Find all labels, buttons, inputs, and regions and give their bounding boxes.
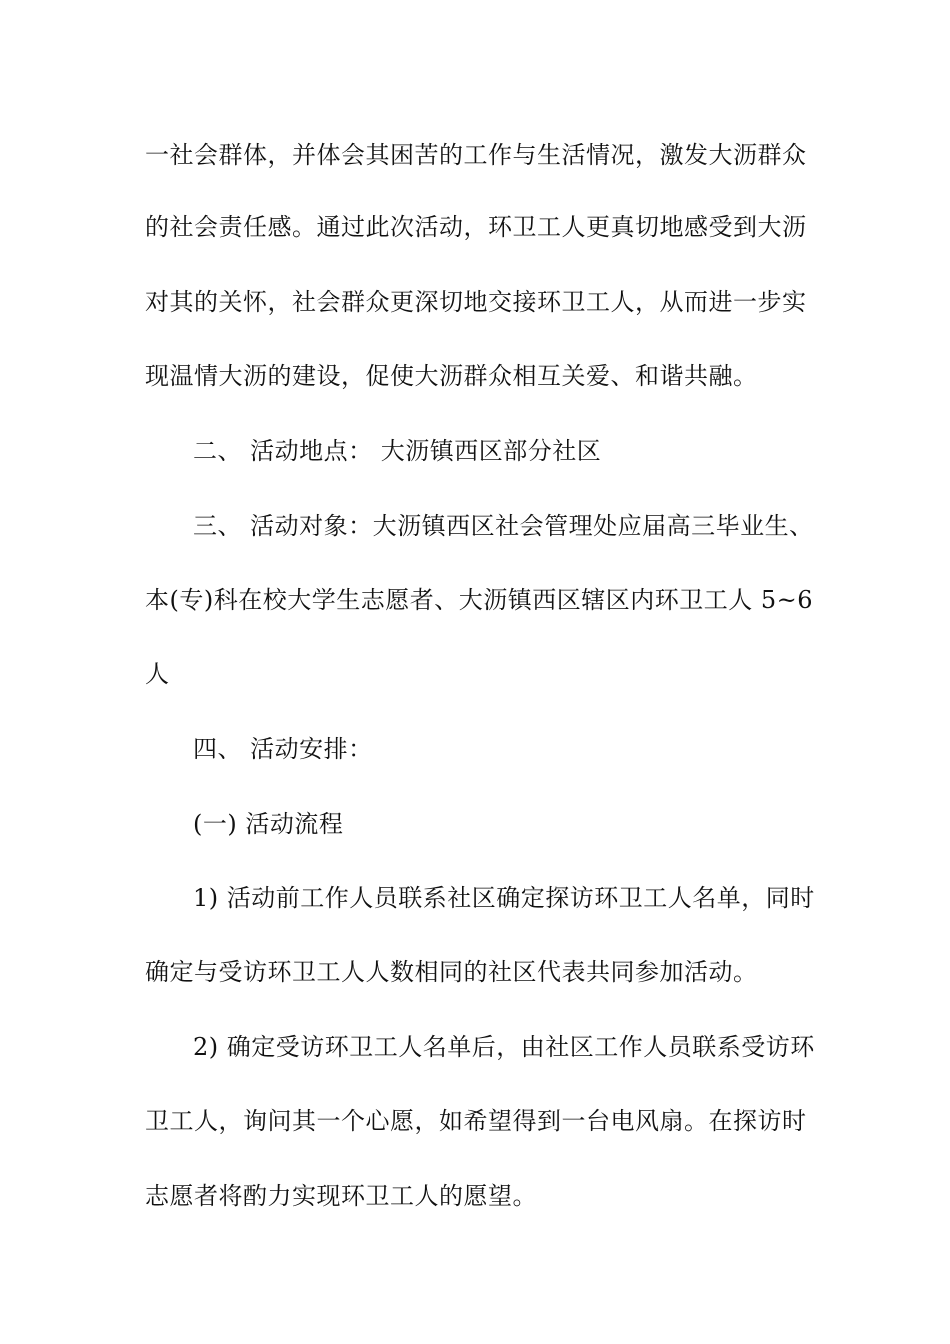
section-heading-arrangement: 四、 活动安排： [193,735,373,763]
list-item-line: 1) 活动前工作人员联系社区确定探访环卫工人名单，同时 [193,884,815,912]
paragraph-line: 现温情大沥的建设，促使大沥群众相互关爱、和谐共融。 [145,362,758,390]
list-item-line: 卫工人，询问其一个心愿，如希望得到一台电风扇。在探访时 [145,1107,807,1135]
paragraph-line: 本(专)科在校大学生志愿者、大沥镇西区辖区内环卫工人 5~6 [145,586,814,614]
section-heading-participants: 三、 活动对象：大沥镇西区社会管理处应届高三毕业生、 [193,512,814,540]
paragraph-line: 一社会群体，并体会其困苦的工作与生活情况，激发大沥群众 [145,141,807,169]
paragraph-line: 的社会责任感。通过此次活动，环卫工人更真切地感受到大沥 [145,213,807,241]
list-item-line: 志愿者将酌力实现环卫工人的愿望。 [145,1182,537,1210]
paragraph-line: 人 [145,660,170,688]
paragraph-line: 对其的关怀，社会群众更深切地交接环卫工人，从而进一步实 [145,288,807,316]
list-item-line: 2) 确定受访环卫工人名单后，由社区工作人员联系受访环 [193,1033,815,1061]
list-item-line: 确定与受访环卫工人人数相同的社区代表共同参加活动。 [145,958,758,986]
subsection-heading-process: (一) 活动流程 [193,810,344,838]
section-heading-location: 二、 活动地点： 大沥镇西区部分社区 [193,437,602,465]
